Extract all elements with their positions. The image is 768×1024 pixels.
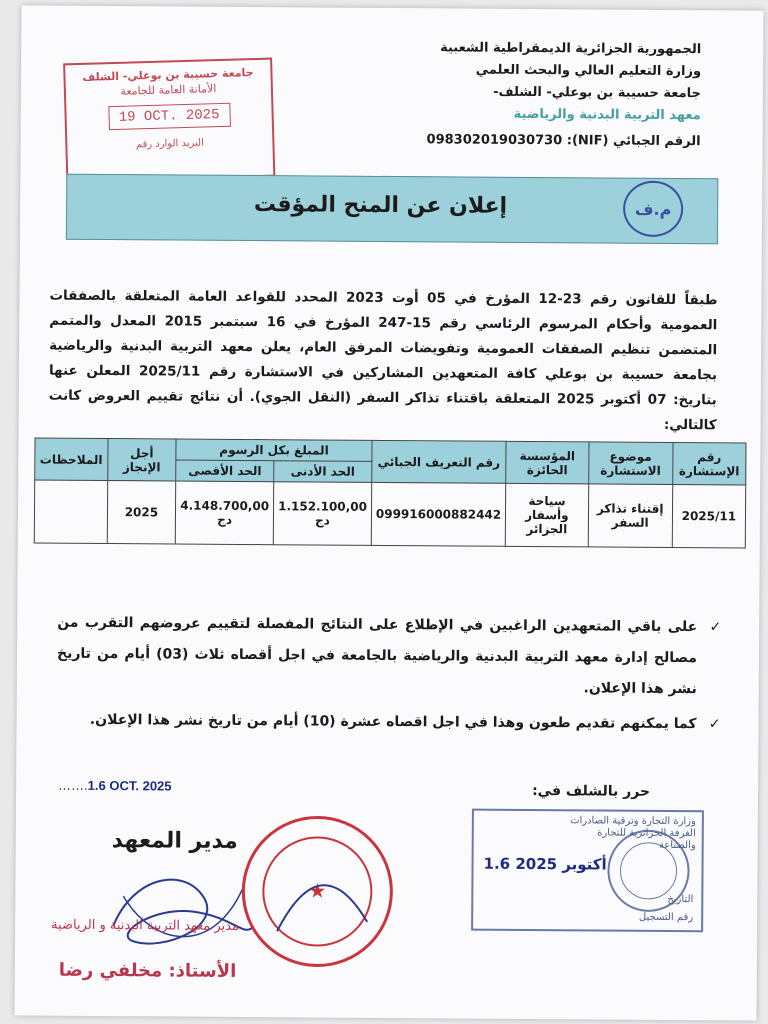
cell-number: 2025/11 — [672, 484, 746, 548]
commerce-stamp — [471, 809, 704, 933]
list-item — [56, 705, 720, 741]
director-title: مدير المعهد — [111, 828, 238, 854]
stamp-date: 19 OCT. 2025 — [108, 103, 231, 130]
header-number: رقم الإستشارة — [672, 442, 746, 485]
stamp-mail-number: البريد الوارد رقم — [135, 137, 205, 151]
bullet-text: كما يمكنهم تقديم طعون وهذا في اجل اقصاه عشرة (10) أيام من تاريخ نشر هذا الإعلان. — [89, 711, 697, 733]
date-stamp: 1.6 OCT. 2025 — [87, 777, 172, 794]
cell-institution: سياحة وأسفار الجزائر — [505, 483, 588, 547]
cell-tax-id: 099916000882442 — [371, 482, 506, 546]
signature-stamp-line: مدير معهد التربية البدنية و الرياضية — [51, 917, 240, 934]
document-page — [14, 5, 763, 1020]
round-seal-icon — [237, 811, 398, 972]
cell-max: 4.148.700,00 دج — [176, 481, 274, 545]
header-amount: المبلغ بكل الرسوم — [176, 439, 372, 461]
commerce-stamp-text: وزارة التجارة وترقية الصادرات الغرفة الجزائرية للتجارة والصناعة — [570, 815, 696, 852]
reception-stamp — [63, 58, 275, 183]
stamp-university: جامعة حسيبة بن بوعلي- الشلف — [82, 66, 254, 84]
header-university: جامعة حسيبة بن بوعلي- الشلف- — [493, 84, 701, 102]
header-institute: معهد التربية البدنية والرياضية — [513, 106, 701, 124]
intro-paragraph: طبقاً للقانون رقم 23-12 المؤرخ في 05 أوت 2023 المحدد للقواعد العامة المتعلقة بالصفقات العمومية وأحكام المرسوم الرئاسي رقم 15-247 المؤرخ في 16 سبتمبر 2015 المعدل والمتمم المتضمن تنظيم الصفقات العمومية وتفويضات المرفق العام، يعلن معهد التربية البدنية والرياضية بجامعة حسيبة بن بوعلي كافة المتعهدين المشاركين في الاستشارة رقم 2025/11 المعلن عنها بتاريخ: 07 أكتوبر 2025 المتعلقة باقتناء تذاكر السفر (النقل الجوي). أن نتائج تقييم العروض كانت كالتالي: — [48, 287, 718, 434]
commerce-stamp-date: 1.6 أكتوبر 2025 — [483, 854, 607, 874]
cell-min: 1.152.100,00 دج — [273, 482, 371, 546]
header-institution: المؤسسة الحائزة — [506, 441, 589, 484]
header-notes: الملاحظات — [35, 438, 108, 481]
badge-stamp: م.ف — [623, 181, 683, 237]
written-date — [58, 778, 172, 794]
cell-notes — [34, 480, 107, 544]
page-title: إعلان عن المنح المؤقت — [253, 192, 508, 219]
signatory-name: الأستاذ: مخلفي رضا — [58, 959, 237, 982]
header-subject: موضوع الاستشارة — [588, 442, 672, 485]
commerce-register-label: رقم التسجيل — [638, 911, 694, 924]
table-row — [34, 480, 745, 548]
checkmark-icon: ✓ — [709, 619, 722, 636]
header-min: الحد الأدنى — [274, 461, 372, 483]
header-ministry: وزارة التعليم العالي والبحث العلمي — [475, 62, 702, 80]
header-deadline: أجل الإنجاز — [107, 439, 176, 481]
checkmark-icon: ✓ — [708, 716, 721, 733]
header-tax-id: رقم التعريف الجبائي — [372, 440, 507, 483]
written-at-label: حرر بالشلف في: — [532, 783, 651, 800]
date-dots: ……. — [58, 777, 88, 793]
header-max: الحد الأقصى — [176, 460, 274, 482]
header-republic: الجمهورية الجزائرية الديمقراطية الشعبية — [440, 40, 702, 58]
cell-deadline: 2025 — [107, 481, 176, 544]
commerce-date-label: التاريخ — [667, 893, 694, 906]
bullet-list — [56, 608, 721, 745]
results-table — [34, 438, 747, 549]
stamp-secretariat: الأمانة العامة للجامعة — [120, 82, 217, 98]
header-nif: الرقم الجبائي (NIF): 098302019030730 — [426, 132, 701, 150]
list-item — [57, 608, 722, 706]
bullet-text: على باقي المتعهدين الراغبين في الإطلاع على النتائج المفصلة لتقييم عروضهم التقرب من مصالح إدارة معهد التربية البدنية والرياضية بالجامعة في اجل أقصاه ثلاث (03) أيام من تاريخ نشر هذا الإعلان. — [56, 614, 698, 698]
cell-subject: إقتناء تذاكر السفر — [588, 484, 673, 548]
svg-text:★: ★ — [308, 878, 327, 903]
title-banner — [66, 174, 718, 245]
